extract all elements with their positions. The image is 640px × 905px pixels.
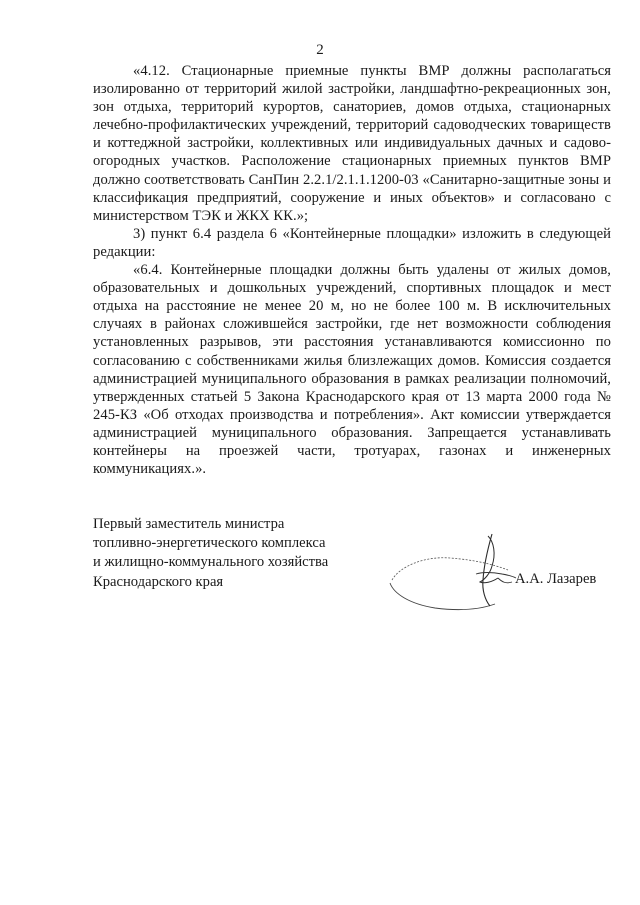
signatory-title bbox=[93, 515, 393, 592]
signatory-title-line: Краснодарского края bbox=[93, 573, 224, 590]
page-number: 2 bbox=[316, 42, 324, 58]
paragraph-amendment-intro: 3) пункт 6.4 раздела 6 «Контейнерные площадки» изложить в следующей редакции: bbox=[93, 225, 611, 260]
paragraph-6-4: «6.4. Контейнерные площадки должны быть удалены от жилых домов, образовательных и дошкольных учреждений, спортивных площадок и мест отдыха на расстояние не менее 20 м, но не более 100 м. В исключительных случаях в районах сложившейся застройки, где нет возможности соблюдения установленных разрывов, эти расстояния устанавливаются комиссионно по согласованию с собственниками жилья близлежащих домов. Комиссия создается администрацией муниципального образования в рамках реализации полномочий, утвержденных статьей 5 Закона Краснодарского края от 13 марта 2000 года № 245-КЗ «Об отходах производства и потребления». Акт комиссии утверждается администрацией муниципального образования. Запрещается устанавливать контейнеры на проезжей части, тротуарах, газонах и инженерных коммуникациях.». bbox=[93, 262, 611, 478]
document-body bbox=[93, 62, 611, 478]
paragraph-4-12: «4.12. Стационарные приемные пункты ВМР должны располагаться изолированно от территорий жилой застройки, ландшафтно-рекреационных зон, зон отдыха, территорий курортов, санаториев, домов отдыха, стационарных лечебно-профилактических учреждений, территорий садоводческих товариществ и коттеджной застройки, коллективных или индивидуальных дачных и садово-огородных участков. Расположение стационарных приемных пунктов ВМР должно соответствовать СанПин 2.2.1/2.1.1.1200-03 «Санитарно-защитные зоны и классификация предприятий, сооружение и иных объектов» и согласовано с министерством ТЭК и ЖКХ КК.»; bbox=[93, 63, 611, 224]
signatory-title-line: топливно-энергетического комплекса bbox=[93, 535, 326, 552]
signatory-name: А.А. Лазарев bbox=[515, 571, 597, 587]
signatory-title-line: Первый заместитель министра bbox=[93, 516, 285, 532]
signatory-title-line: и жилищно-коммунального хозяйства bbox=[93, 554, 329, 571]
handwritten-signature-icon bbox=[380, 528, 530, 613]
